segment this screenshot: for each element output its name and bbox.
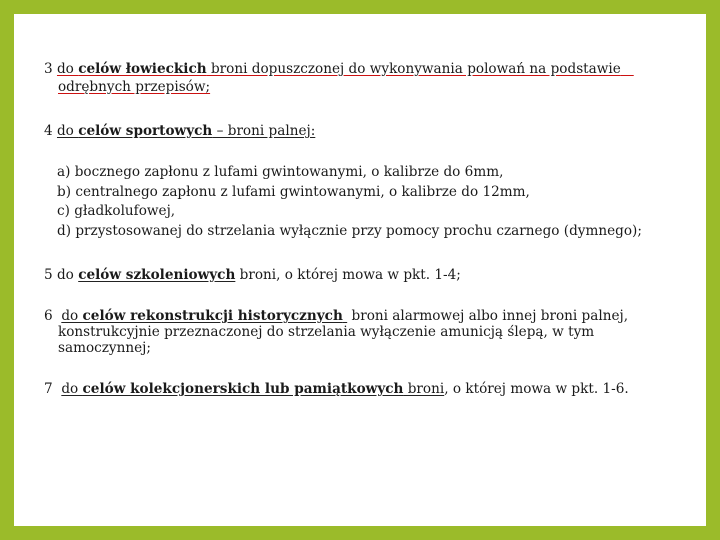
item-4-underlined-text: do celów sportowych – broni palnej:	[56, 123, 316, 139]
sub-item-d: d) przystosowanej do strzelania wyłącznie przy pomocy prochu czarnego (dymnego);	[57, 222, 642, 239]
item-7-bold-term: celów kolekcjonerskich lub pamiątkowych	[82, 381, 404, 397]
list-item-7: 7 do celów kolekcjonerskich lub pamiątkowych broni, o której mowa w pkt. 1-6.	[44, 381, 629, 397]
item-number: 6	[44, 308, 53, 324]
sub-item-b: b) centralnego zapłonu z lufami gwintowanymi, o kalibrze do 12mm,	[57, 183, 530, 200]
list-item-6-cont-1: konstrukcyjnie przeznaczonej do strzelania wyłączenie amunicją ślepą, w tym	[58, 324, 595, 340]
item-number: 5	[44, 267, 53, 283]
list-item-6-cont-2: samoczynnej;	[58, 340, 151, 356]
list-item-6: 6 do celów rekonstrukcji historycznych broni alarmowej albo innej broni palnej,	[44, 308, 629, 324]
item-7-underlined-text: do celów kolekcjonerskich lub pamiątkowych broni	[61, 381, 445, 397]
item-4-bold-term: celów sportowych	[78, 123, 213, 139]
item-3-underlined-text: do celów łowieckich broni dopuszczonej do wykonywania polowań na podstawie	[56, 61, 621, 77]
item-3-bold-term: celów łowieckich	[78, 61, 207, 77]
item-number: 7	[44, 381, 53, 397]
item-6-underlined-text: do celów rekonstrukcji historycznych	[61, 308, 343, 324]
sub-item-c: c) gładkolufowej,	[57, 203, 176, 219]
item-number: 3	[44, 61, 53, 77]
item-5-bold-term: celów szkoleniowych	[78, 267, 236, 283]
sub-item-a: a) bocznego zapłonu z lufami gwintowanymi, o kalibrze do 6mm,	[57, 164, 504, 180]
item-number: 4	[44, 123, 53, 139]
list-item-5: 5 do celów szkoleniowych broni, o której mowa w pkt. 1-4;	[44, 267, 461, 283]
list-item-4	[44, 123, 315, 140]
list-item-3	[44, 61, 634, 78]
list-item-3-cont: odrębnych przepisów;	[58, 79, 211, 95]
item-6-bold-term: celów rekonstrukcji historycznych	[82, 308, 343, 324]
slide-canvas	[14, 14, 706, 526]
